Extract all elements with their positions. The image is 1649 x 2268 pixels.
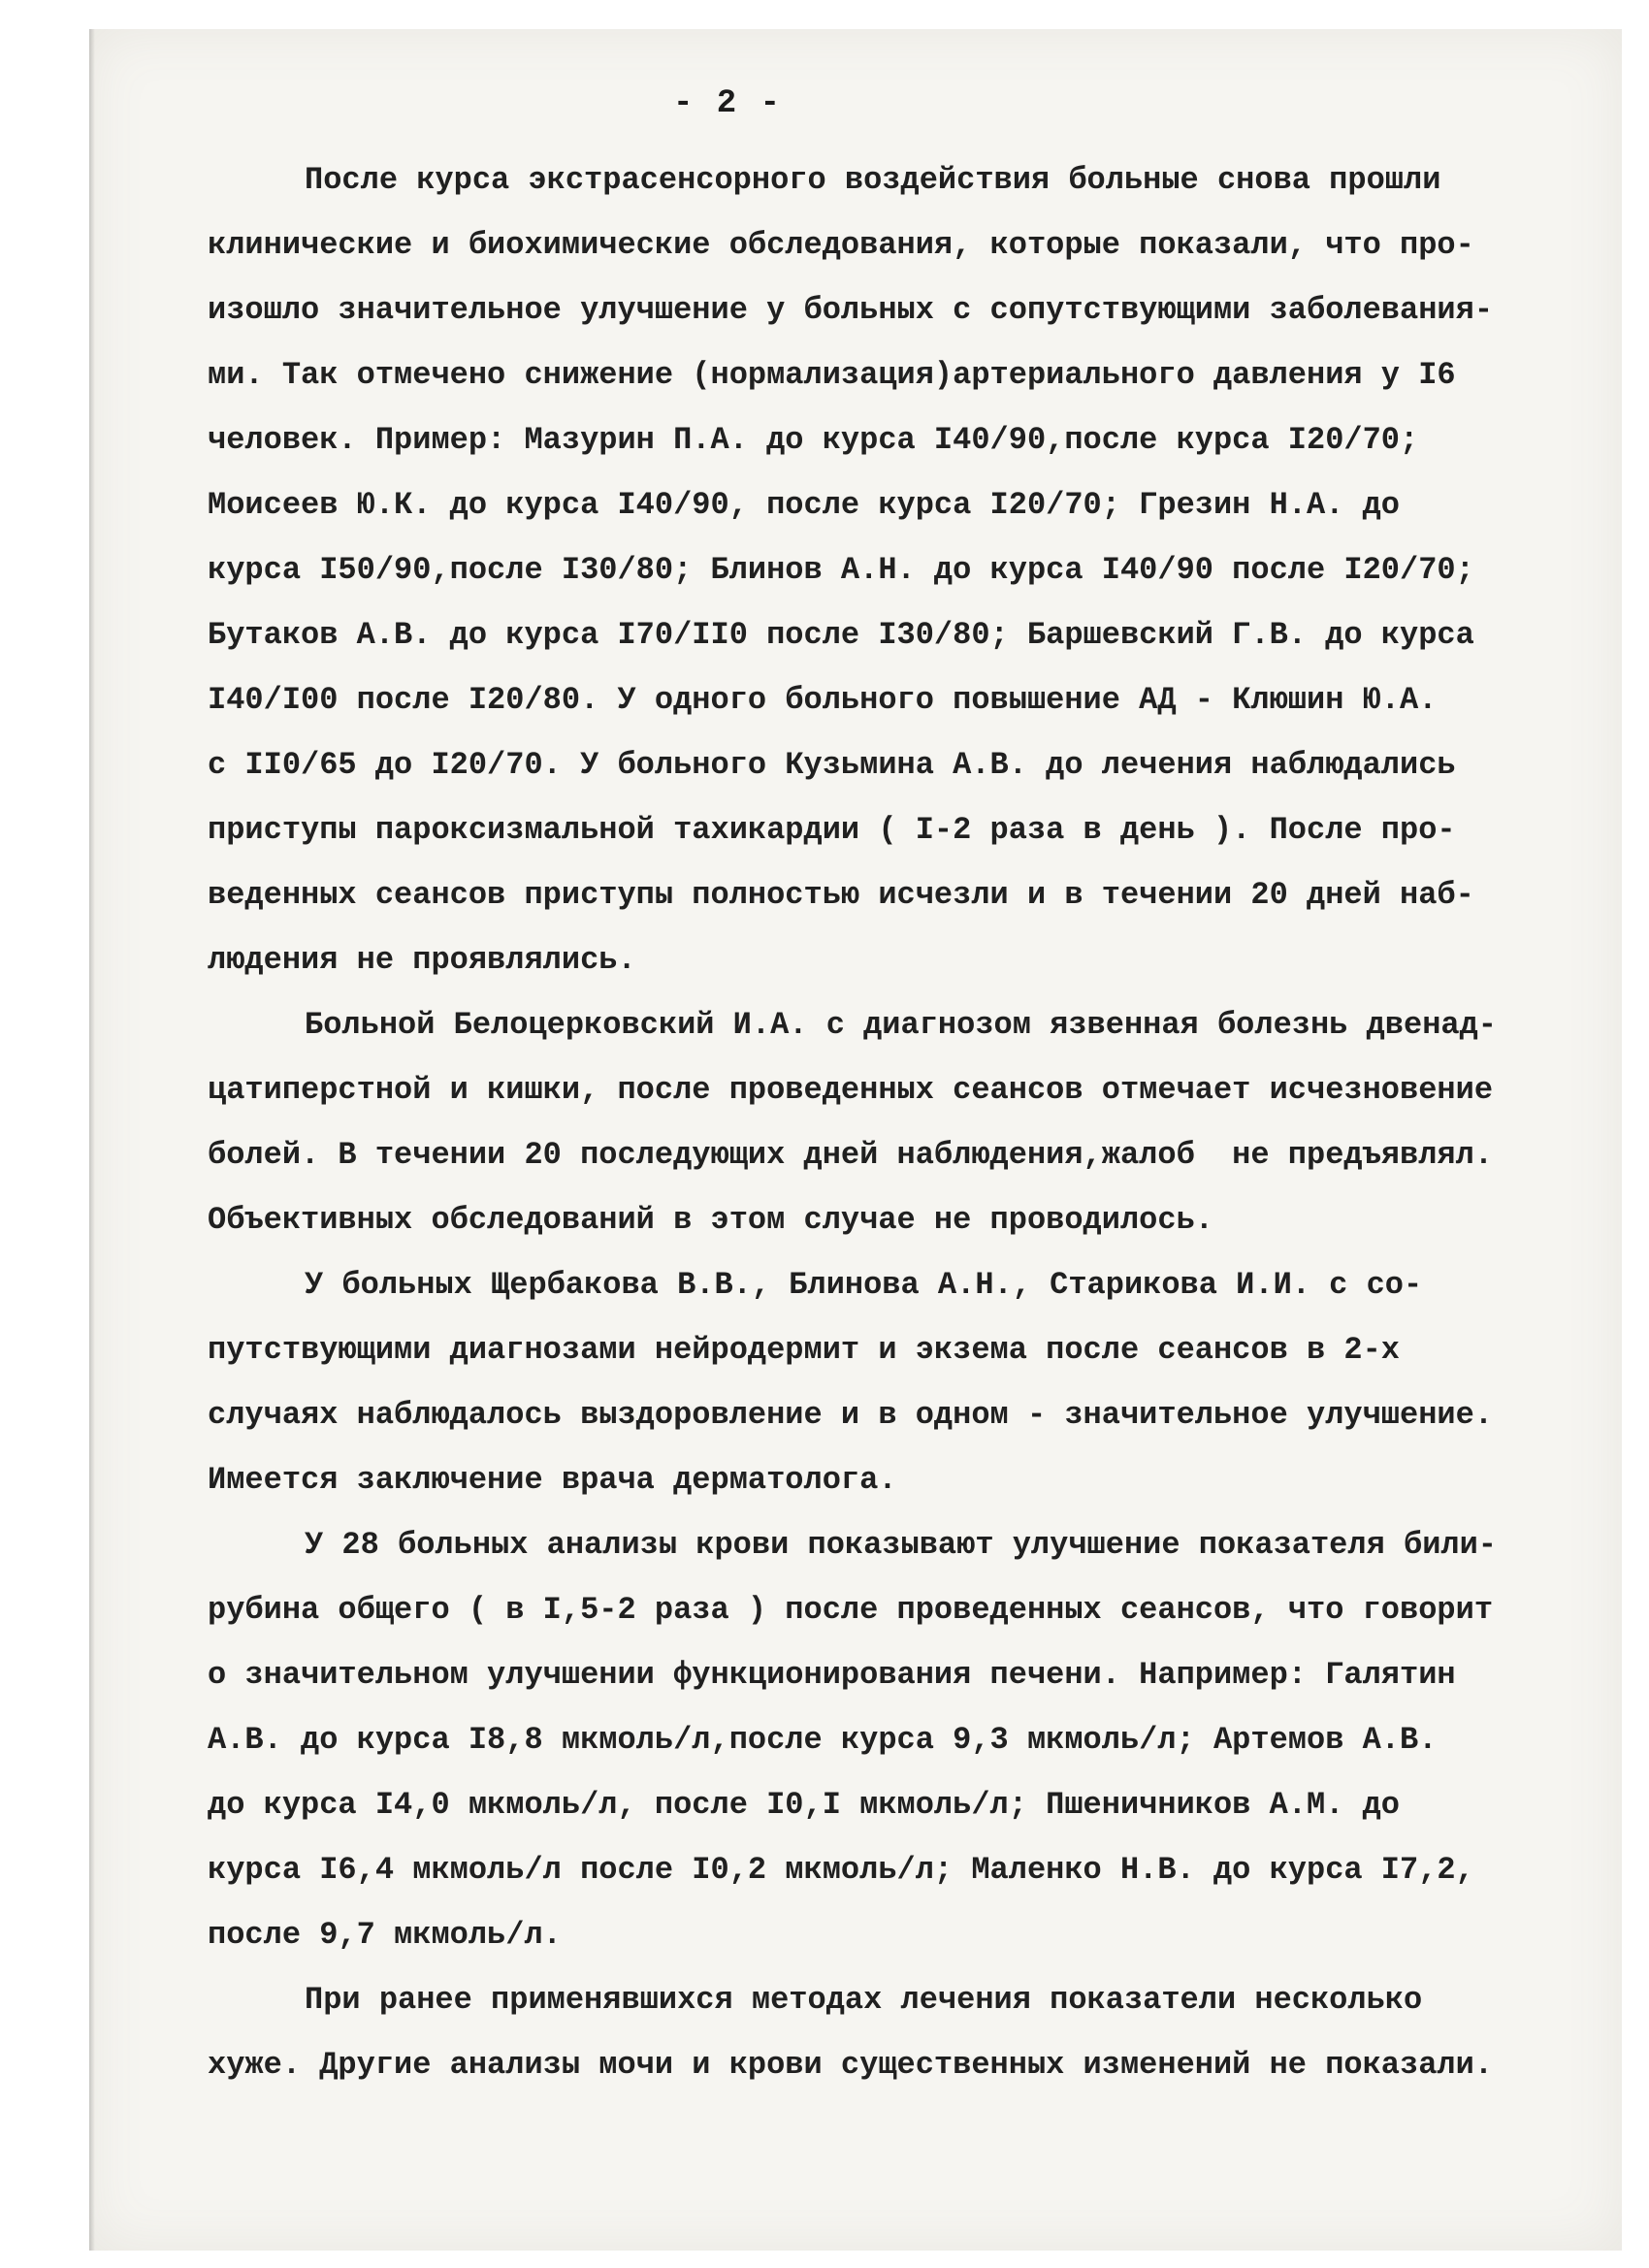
- text-line: после 9,7 мкмоль/л.: [208, 1917, 562, 1953]
- paragraph-ulcer: [208, 992, 1561, 1252]
- text-line: У больных Щербакова В.В., Блинова А.Н., Старикова И.И. с со-: [305, 1267, 1423, 1303]
- text-line: курса I50/90,после I30/80; Блинов А.Н. до курса I40/90 после I20/70;: [208, 552, 1474, 588]
- text-line: приступы пароксизмальной тахикардии ( I-2 раза в день ). После про-: [208, 812, 1456, 848]
- text-line: При ранее применявшихся методах лечения показатели несколько: [305, 1982, 1423, 2018]
- scan-edge-shadow: [89, 29, 95, 2251]
- text-line: изошло значительное улучшение у больных с сопутствующими заболевания-: [208, 292, 1494, 328]
- text-line: цатиперстной и кишки, после проведенных сеансов отмечает исчезновение: [208, 1072, 1494, 1108]
- text-line: курса I6,4 мкмоль/л после I0,2 мкмоль/л; Маленко Н.В. до курса I7,2,: [208, 1852, 1474, 1888]
- text-line: Моисеев Ю.К. до курса I40/90, после курса I20/70; Грезин Н.А. до: [208, 487, 1400, 523]
- page-number: - 2 -: [672, 85, 783, 122]
- text-line: о значительном улучшении функционирования печени. Например: Галятин: [208, 1657, 1456, 1693]
- text-line: до курса I4,0 мкмоль/л, после I0,I мкмоль/л; Пшеничников А.М. до: [208, 1787, 1400, 1823]
- text-line: У 28 больных анализы крови показывают улучшение показателя били-: [305, 1527, 1497, 1563]
- text-line: хуже. Другие анализы мочи и крови существенных изменений не показали.: [208, 2047, 1494, 2083]
- text-line: После курса экстрасенсорного воздействия больные снова прошли: [305, 162, 1441, 198]
- text-line: I40/I00 после I20/80. У одного больного повышение АД - Клюшин Ю.А.: [208, 682, 1438, 718]
- text-line: А.В. до курса I8,8 мкмоль/л,после курса 9,3 мкмоль/л; Артемов А.В.: [208, 1722, 1438, 1758]
- paragraph-comparison: [208, 1967, 1561, 2097]
- text-line: с II0/65 до I20/70. У больного Кузьмина А.В. до лечения наблюдались: [208, 747, 1456, 783]
- text-line: путствующими диагнозами нейродермит и экзема после сеансов в 2-х: [208, 1332, 1400, 1368]
- paragraph-blood-pressure: [208, 147, 1561, 992]
- text-line: ми. Так отмечено снижение (нормализация)артериального давления у I6: [208, 357, 1456, 393]
- text-line: веденных сеансов приступы полностью исчезли и в течении 20 дней наб-: [208, 877, 1474, 913]
- text-line: клинические и биохимические обследования, которые показали, что про-: [208, 227, 1474, 263]
- text-line: Бутаков А.В. до курса I70/II0 после I30/80; Баршевский Г.В. до курса: [208, 617, 1474, 653]
- text-line: Больной Белоцерковский И.А. с диагнозом язвенная болезнь двенад-: [305, 1007, 1497, 1043]
- text-line: людения не проявлялись.: [208, 942, 636, 978]
- paragraph-dermatitis: [208, 1252, 1561, 1512]
- text-line: болей. В течении 20 последующих дней наблюдения,жалоб не предъявлял.: [208, 1137, 1494, 1173]
- text-line: рубина общего ( в I,5-2 раза ) после проведенных сеансов, что говорит: [208, 1592, 1494, 1628]
- text-line: случаях наблюдалось выздоровление и в одном - значительное улучшение.: [208, 1397, 1494, 1433]
- text-line: Объективных обследований в этом случае не проводилось.: [208, 1202, 1213, 1238]
- text-line: Имеется заключение врача дерматолога.: [208, 1462, 897, 1498]
- text-line: человек. Пример: Мазурин П.А. до курса I40/90,после курса I20/70;: [208, 422, 1419, 458]
- document-body: [208, 147, 1561, 2097]
- paragraph-bilirubin: [208, 1512, 1561, 1967]
